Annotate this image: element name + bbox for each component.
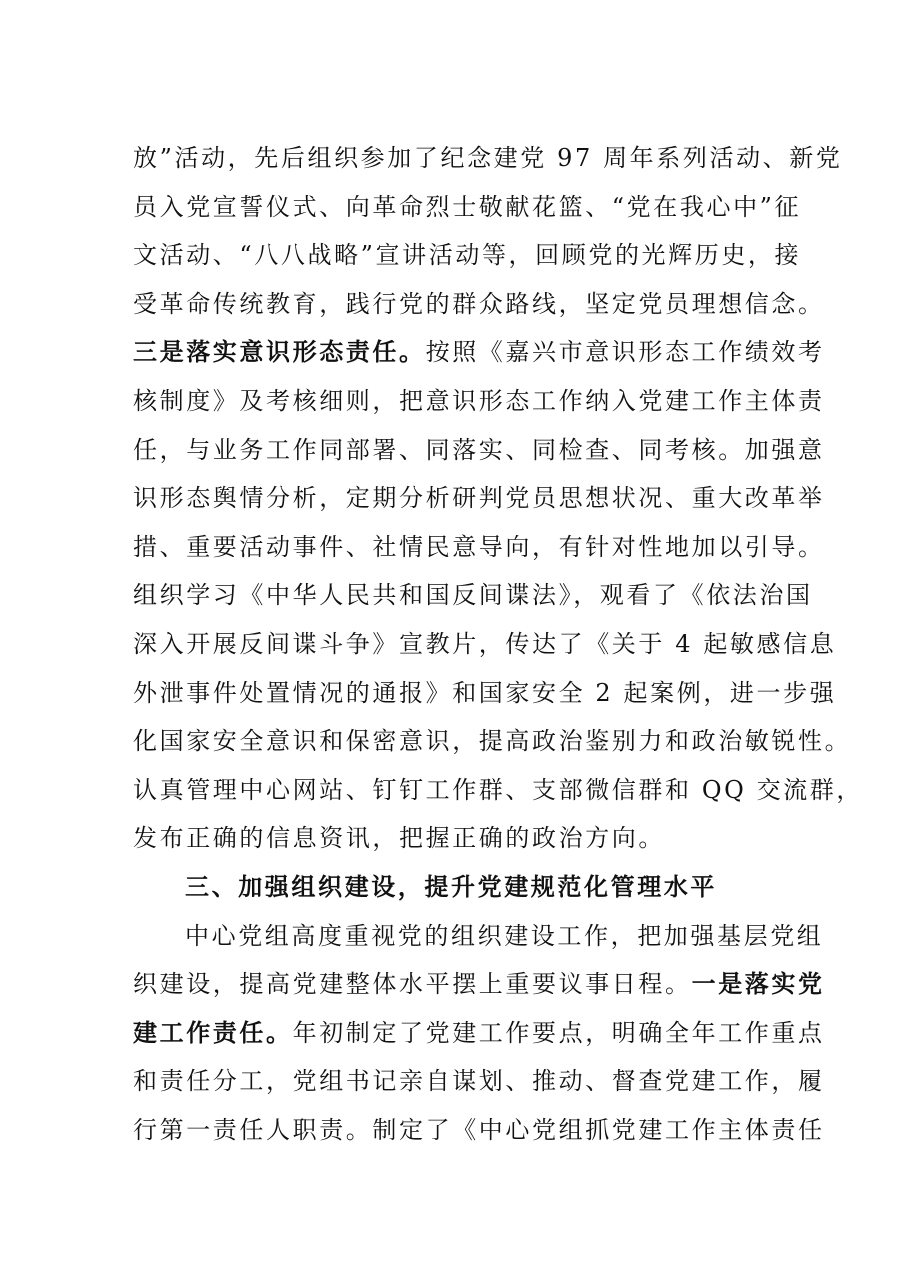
paragraph-line [133,814,793,863]
paragraph-line [133,474,825,523]
bold-lead-phrase: 三是落实意识形态责任。 [133,337,426,367]
paragraph-line [133,766,864,815]
section-heading-text: 三、加强组织建设，提升党建规范化管理水平 [185,871,717,901]
bold-lead-phrase: 一是落实党 [691,969,825,999]
text-run: 放”活动，先后组织参加了纪念建党 97 周年系列活动、新党 [133,144,843,172]
text-run: 组织学习《中华人民共和国反间谍法》，观看了《依法治国 [133,581,813,610]
paragraph-line [133,912,824,961]
paragraph-line [133,183,802,232]
text-run: 文活动、“八八战略”宣讲活动等，回顾党的光辉历史，接 [133,241,802,270]
paragraph-line [133,328,825,377]
text-run: 深入开展反间谍斗争》宣教片，传达了《关于 4 起敏感信息 [133,629,837,658]
text-run: 核制度》及考核细则，把意识形态工作纳入党建工作主体责 [133,386,825,415]
text-run: 化国家安全意识和保密意识，提高政治鉴别力和政治敏锐性。 [133,727,852,756]
text-run: 受革命传统教育，践行党的群众路线，坚定党员理想信念。 [133,289,825,318]
paragraph-line [133,571,813,620]
text-run: 识形态舆情分析，定期分析研判党员思想状况、重大改革举 [133,484,825,513]
paragraph-line [133,134,843,183]
paragraph-line [133,377,825,426]
paragraph-line [133,280,825,329]
paragraph-line [133,1009,825,1058]
text-run: 任，与业务工作同部署、同落实、同检查、同考核。加强意 [133,435,825,464]
text-run: 按照《嘉兴市意识形态工作绩效考 [425,338,825,367]
text-run: 织建设，提高党建整体水平摆上重要议事日程。 [133,970,692,999]
paragraph-line [133,1057,825,1106]
paragraph-line [133,669,837,718]
paragraph-line [133,960,825,1009]
text-run: 和责任分工，党组书记亲自谋划、推动、督查党建工作，履 [133,1067,825,1096]
text-run: 外泄事件处置情况的通报》和国家安全 2 起案例，进一步强 [133,678,837,707]
paragraph-line [133,426,825,475]
text-run: 员入党宣誓仪式、向革命烈士敬献花篮、“党在我心中”征 [133,192,802,221]
section-heading [133,863,793,912]
bold-lead-phrase: 建工作责任。 [133,1017,293,1047]
paragraph-line [133,231,802,280]
paragraph-line [133,523,825,572]
paragraph-line [133,717,852,766]
text-run: 认真管理中心网站、钉钉工作群、支部微信群和 QQ 交流群， [133,775,864,804]
paragraph-line [133,1106,825,1155]
text-run: 发布正确的信息资讯，把握正确的政治方向。 [133,824,665,853]
text-run: 行第一责任人职责。制定了《中心党组抓党建工作主体责任 [133,1115,825,1144]
text-run: 措、重要活动事件、社情民意导向，有针对性地加以引导。 [133,532,825,561]
body-text [133,134,864,1154]
text-run: 年初制定了党建工作要点，明确全年工作重点 [292,1018,825,1047]
paragraph-line [133,620,837,669]
text-run: 中心党组高度重视党的组织建设工作，把加强基层党组 [185,921,824,950]
